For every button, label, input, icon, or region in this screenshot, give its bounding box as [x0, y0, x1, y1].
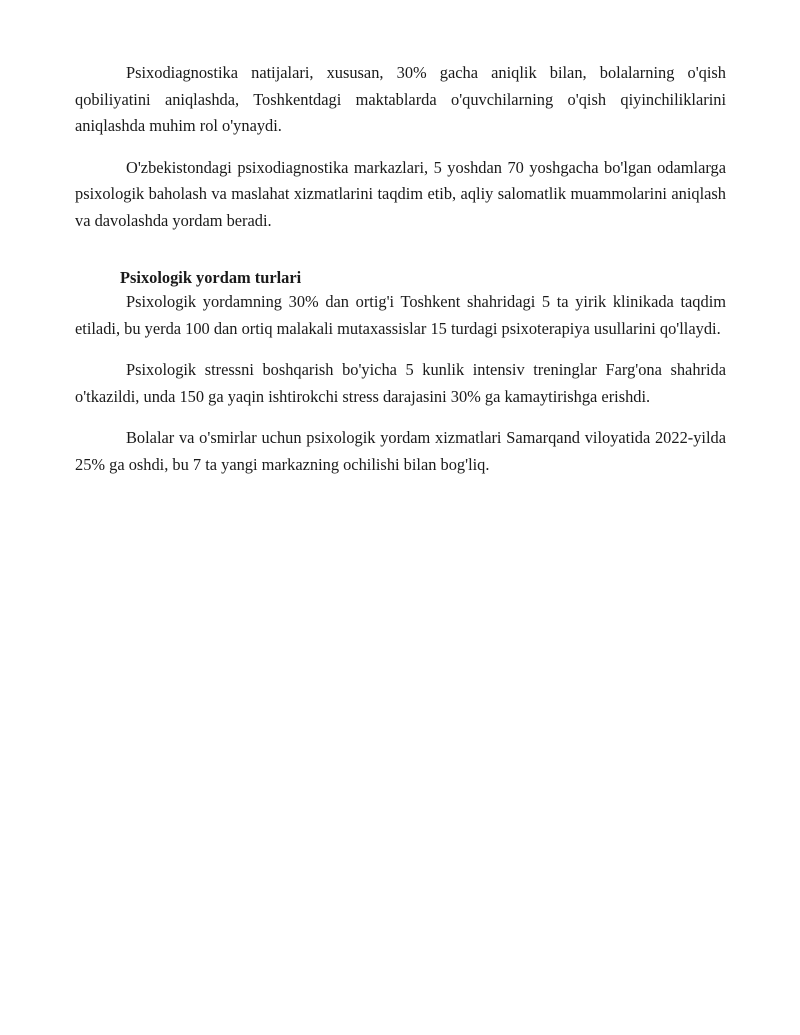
paragraph-samarkand-services: Bolalar va o'smirlar uchun psixologik yordam xizmatlari Samarqand viloyatida 2022-yilda 25% ga oshdi, bu 7 ta yangi markazning ochilishi bilan bog'liq.: [75, 428, 726, 474]
section-heading: Psixologik yordam turlari: [120, 268, 302, 287]
section-spacer: [75, 249, 726, 267]
paragraph-reading-diagnostics: Psixodiagnostika natijalari, xususan, 30% gacha aniqlik bilan, bolalarning o'qish qobiliyatini aniqlashda, Toshkentdagi maktablarda o'quvchilarning o'qish qiyinchiliklarini aniqlashda muhim rol o'ynaydi.: [75, 63, 726, 135]
document-page: [75, 60, 726, 478]
paragraph-fergana-trainings: Psixologik stressni boshqarish bo'yicha 5 kunlik intensiv treninglar Farg'ona shahrida o'tkazildi, unda 150 ga yaqin ishtirokchi stress darajasini 30% ga kamaytirishga erishdi.: [75, 360, 726, 406]
paragraph-tashkent-clinics: Psixologik yordamning 30% dan ortig'i Toshkent shahridagi 5 ta yirik klinikada taqdim etiladi, bu yerda 100 dan ortiq malakali mutaxassislar 15 turdagi psixoterapiya usullarini qo'llaydi.: [75, 292, 726, 338]
paragraph-diagnostic-centers: O'zbekistondagi psixodiagnostika markazlari, 5 yoshdan 70 yoshgacha bo'lgan odamlarga psixologik baholash va maslahat xizmatlarini taqdim etib, aqliy salomatlik muammolarini aniqlash va davolashda yordam beradi.: [75, 157, 726, 230]
